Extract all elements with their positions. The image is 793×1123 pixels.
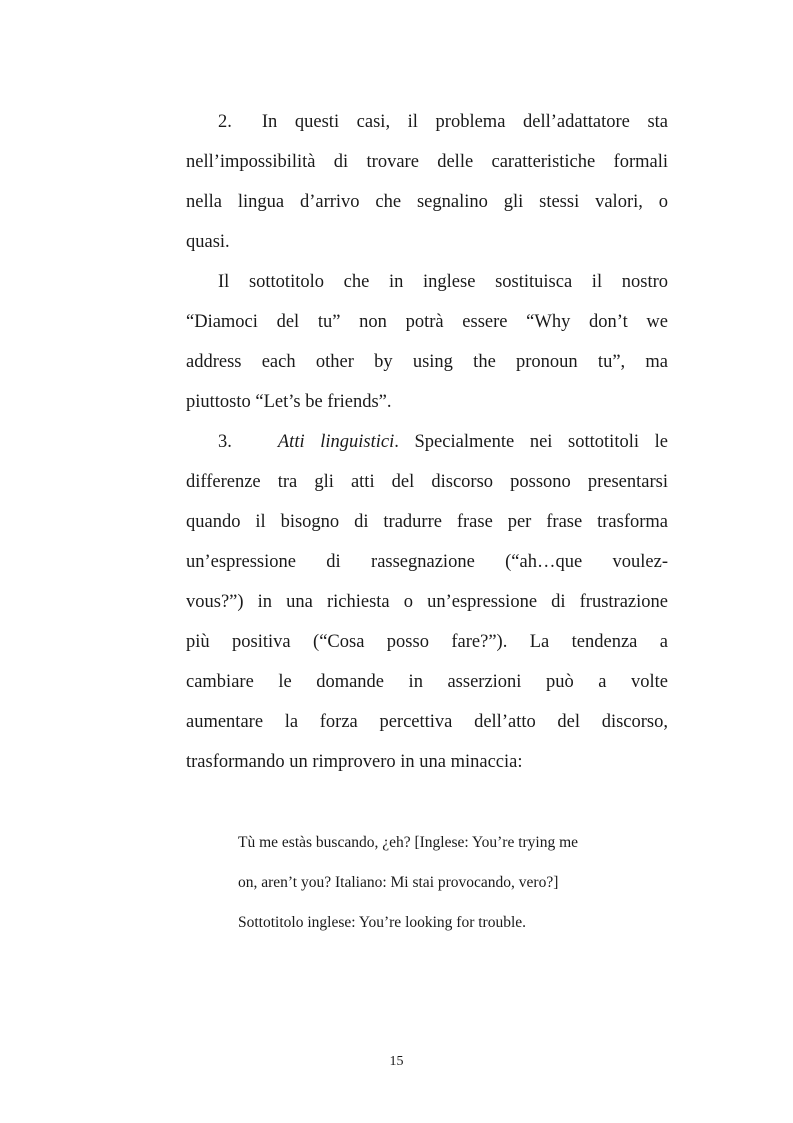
paragraph-3-line-7: cambiare le domande in asserzioni può a volte <box>186 672 668 692</box>
paragraph-3-line-4: un’espressione di rassegnazione (“ah…que voulez- <box>186 552 668 572</box>
paragraph-2-line-4: quasi. <box>186 232 230 252</box>
quote-line-2: on, aren’t you? Italiano: Mi stai provocando, vero?] <box>238 874 559 891</box>
paragraph-subtitle-line-1: Il sottotitolo che in inglese sostituisca il nostro <box>218 272 668 292</box>
paragraph-2-line-3: nella lingua d’arrivo che segnalino gli stessi valori, o <box>186 192 668 212</box>
paragraph-subtitle-line-4: piuttosto “Let’s be friends”. <box>186 392 392 412</box>
paragraph-number-2: 2. <box>218 112 232 132</box>
paragraph-3-line-3: quando il bisogno di tradurre frase per frase trasforma <box>186 512 668 532</box>
quote-line-3: Sottotitolo inglese: You’re looking for trouble. <box>238 914 527 931</box>
section-heading: Atti linguistici <box>277 432 395 452</box>
paragraph-3-line-6: più positiva (“Cosa posso fare?”). La tendenza a <box>186 632 668 652</box>
paragraph-3-line-5: vous?”) in una richiesta o un’espressione di frustrazione <box>186 592 668 612</box>
paragraph-3-line-1: 3. Atti linguistici. Specialmente nei sottotitoli le <box>218 432 668 452</box>
paragraph-3-line-8: aumentare la forza percettiva dell’atto del discorso, <box>186 712 668 732</box>
paragraph-subtitle-line-3: address each other by using the pronoun tu”, ma <box>186 352 668 372</box>
page-number: 15 <box>389 1054 404 1069</box>
paragraph-3-line-2: differenze tra gli atti del discorso possono presentarsi <box>186 472 668 492</box>
paragraph-2-line-2: nell’impossibilità di trovare delle caratteristiche formali <box>186 152 668 172</box>
paragraph-subtitle-line-2: “Diamoci del tu” non potrà essere “Why don’t we <box>186 312 668 332</box>
quote-line-1: Tù me estàs buscando, ¿eh? [Inglese: You’re trying me <box>238 834 579 851</box>
paragraph-number-3: 3. <box>218 432 232 452</box>
paragraph-3-line-9: trasformando un rimprovero in una minaccia: <box>186 752 523 772</box>
paragraph-2-line-1: 2. In questi casi, il problema dell’adattatore sta <box>218 112 668 132</box>
